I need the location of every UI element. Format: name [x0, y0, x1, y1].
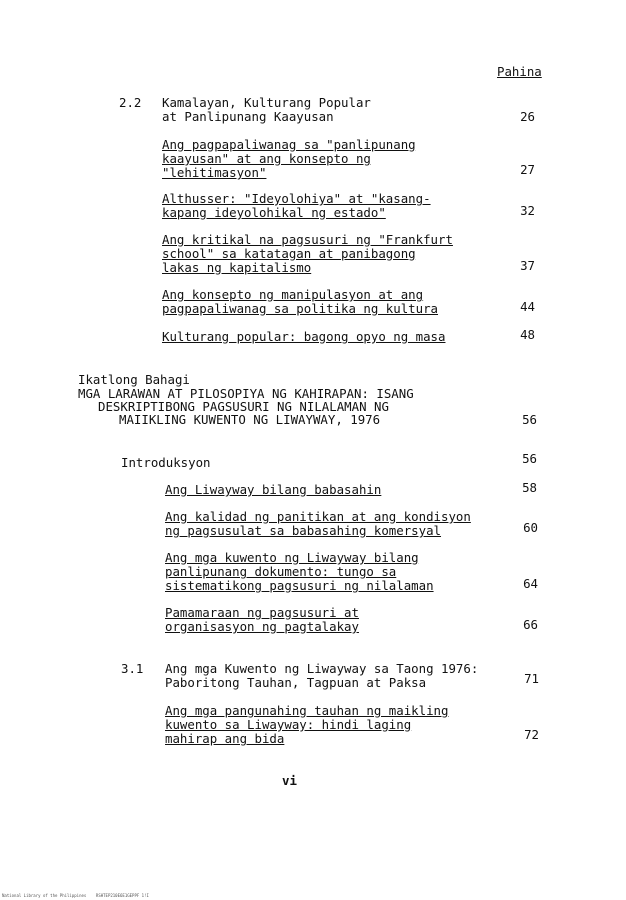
- page-ref: 56: [522, 451, 537, 466]
- toc-entry-line: Pamamaraan ng pagsusuri at: [165, 605, 359, 620]
- page-ref: 26: [520, 109, 535, 124]
- part-title-line: DESKRIPTIBONG PAGSUSURI NG NILALAMAN NG: [98, 399, 389, 414]
- page-ref: 44: [520, 299, 535, 314]
- part-label: Ikatlong Bahagi: [78, 372, 190, 387]
- toc-entry-line: kuwento sa Liwayway: hindi laging: [165, 717, 412, 732]
- toc-entry-line: Ang kalidad ng panitikan at ang kondisyon: [165, 509, 471, 524]
- toc-entry-line: organisasyon ng pagtalakay: [165, 619, 359, 634]
- page-ref: 32: [520, 203, 535, 218]
- part-title-line: MGA LARAWAN AT PILOSOPIYA NG KAHIRAPAN: ISANG: [78, 386, 414, 401]
- page-ref: 64: [523, 576, 538, 591]
- page-ref: 56: [522, 412, 537, 427]
- toc-entry-line: Ang kritikal na pagsusuri ng "Frankfurt: [162, 232, 453, 247]
- toc-entry-line: pagpapaliwanag sa politika ng kultura: [162, 301, 439, 316]
- section-number: 3.1: [121, 661, 144, 676]
- section-number: 2.2: [119, 95, 142, 110]
- toc-entry-line: panlipunang dokumento: tungo sa: [165, 564, 397, 579]
- toc-entry-line: school" sa katatagan at panibagong: [162, 246, 416, 261]
- toc-entry-line: mahirap ang bida: [165, 731, 285, 746]
- toc-entry-line: Ang mga pangunahing tauhan ng maikling: [165, 703, 449, 718]
- pahina-header: Pahina: [497, 64, 542, 79]
- toc-entry-line: lakas ng kapitalismo: [162, 260, 312, 275]
- page-ref: 58: [522, 480, 537, 495]
- page-ref: 60: [523, 520, 538, 535]
- toc-entry-line: ng pagsusulat sa babasahing komersyal: [165, 523, 442, 538]
- part-title-line: MAIIKLING KUWENTO NG LIWAYWAY, 1976: [119, 412, 381, 427]
- toc-entry-line: kapang ideyolohikal ng estado": [162, 205, 386, 220]
- page-ref: 71: [524, 671, 539, 686]
- page-ref: 27: [520, 162, 535, 177]
- toc-entry-line: Ang pagpapaliwanag sa "panlipunang: [162, 137, 416, 152]
- toc-entry-line: "lehitimasyon": [162, 165, 267, 180]
- section-title-line: at Panlipunang Kaayusan: [162, 109, 334, 124]
- section-title-line: Paboritong Tauhan, Tagpuan at Paksa: [165, 675, 427, 690]
- toc-entry-line: kaayusan" at ang konsepto ng: [162, 151, 371, 166]
- toc-entry-line: Ang konsepto ng manipulasyon at ang: [162, 287, 424, 302]
- toc-entry-line: Ang Liwayway bilang babasahin: [165, 482, 382, 497]
- page-ref: 66: [523, 617, 538, 632]
- toc-entry-line: sistematikong pagsusuri ng nilalaman: [165, 578, 434, 593]
- toc-entry-line: Althusser: "Ideyolohiya" at "kasang-: [162, 191, 431, 206]
- page-ref: 72: [524, 727, 539, 742]
- library-footer: National Library of the Philippines RSHTEP210E6E1GEPPF 1!I: [2, 893, 149, 898]
- page-ref: 37: [520, 258, 535, 273]
- toc-entry-line: Ang mga kuwento ng Liwayway bilang: [165, 550, 419, 565]
- page-number: vi: [282, 773, 297, 788]
- section-title-line: Ang mga Kuwento ng Liwayway sa Taong 1976:: [165, 661, 479, 676]
- page-ref: 48: [520, 327, 535, 342]
- section-title-line: Kamalayan, Kulturang Popular: [162, 95, 371, 110]
- toc-entry-line: Kulturang popular: bagong opyo ng masa: [162, 329, 446, 344]
- intro-label: Introduksyon: [121, 455, 211, 470]
